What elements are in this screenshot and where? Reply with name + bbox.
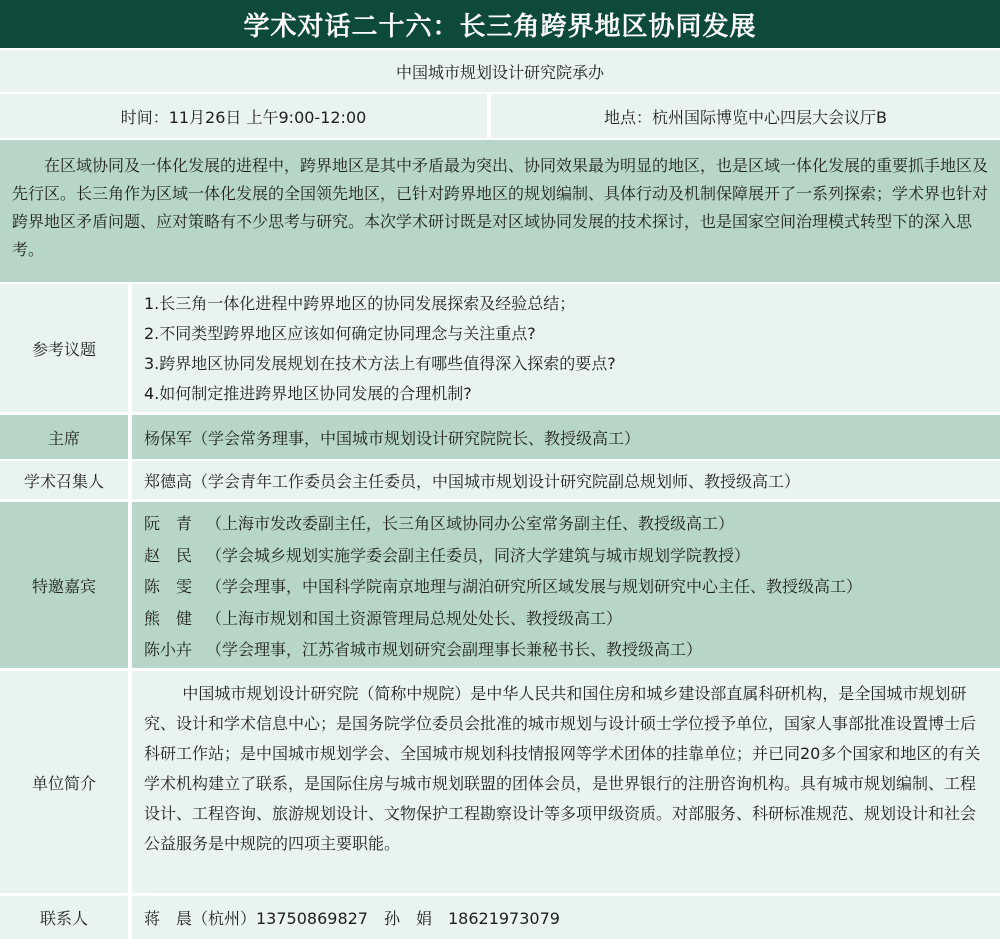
guest-name: 阮 青 <box>144 514 193 533</box>
guest-desc: （学会理事，江苏省城市规划研究会副理事长兼秘书长、教授级高工） <box>206 640 703 659</box>
intro-paragraph: 在区域协同及一体化发展的进程中，跨界地区是其中矛盾最为突出、协同效果最为明显的地区，也是区域一体化发展的重要抓手地区及先行区。长三角作为区域一体化发展的全国领先地区，已针对跨界地区的规划编制、具体行动及机制保障展开了一系列探索；学术界也针对跨界地区矛盾问题、应对策略有不少思考与研究。本次学术研讨既是对区域协同发展的技术探讨，也是国家空间治理模式转型下的深入思考。 <box>0 140 1000 282</box>
guest-desc: （上海市规划和国土资源管理局总规处处长、教授级高工） <box>206 608 623 628</box>
guest-item <box>144 508 990 540</box>
topics-content <box>132 284 1000 412</box>
place-cell: 地点：杭州国际博览中心四层大会议厅B <box>604 107 887 127</box>
topic-item: 3.跨界地区协同发展规划在技术方法上有哪些值得深入探索的要点? <box>144 354 616 373</box>
convener-content: 郑德高（学会青年工作委员会主任委员，中国城市规划设计研究院副总规划师、教授级高工） <box>132 461 1000 499</box>
guest-name: 陈 雯 <box>144 577 193 596</box>
guest-item <box>144 571 990 603</box>
guest-name: 陈小卉 <box>144 640 193 659</box>
contact-label: 联系人 <box>0 896 128 939</box>
time-place-row <box>0 94 1000 138</box>
guest-desc: （上海市发改委副主任，长三角区域协同办公室常务副主任、教授级高工） <box>206 514 735 533</box>
guest-item <box>144 634 990 666</box>
organizer-line: 中国城市规划设计研究院承办 <box>0 50 1000 92</box>
contact-content: 蒋 晨（杭州）13750869827 孙 娟 18621973079 <box>132 896 1000 939</box>
topics-label: 参考议题 <box>0 284 128 412</box>
page-title: 学术对话二十六：长三角跨界地区协同发展 <box>0 0 1000 48</box>
chair-content: 杨保军（学会常务理事，中国城市规划设计研究院院长、教授级高工） <box>132 415 1000 459</box>
topic-item: 2.不同类型跨界地区应该如何确定协同理念与关注重点? <box>144 324 536 343</box>
guest-item <box>144 540 990 572</box>
unit-row <box>0 671 1000 893</box>
guests-content <box>132 502 1000 668</box>
topic-item: 1.长三角一体化进程中跨界地区的协同发展探索及经验总结； <box>144 294 576 313</box>
unit-content: 中国城市规划设计研究院（简称中规院）是中华人民共和国住房和城乡建设部直属科研机构，是全国城市规划研究、设计和学术信息中心；是国务院学位委员会批准的城市规划与设计硕士学位授予单位，国家人事部批准设置博士后科研工作站；是中国城市规划学会、全国城市规划科技情报网等学术团体的挂靠单位；并已同20多个国家和地区的有关学术机构建立了联系，是国际住房与城市规划联盟的团体会员，是世界银行的注册咨询机构。具有城市规划编制、工程设计、工程咨询、旅游规划设计、文物保护工程勘察设计等多项甲级资质。对部服务、科研标准规范、规划设计和社会公益服务是中规院的四项主要职能。 <box>132 671 1000 893</box>
guest-name: 熊 健 <box>144 608 193 628</box>
chair-row <box>0 415 1000 459</box>
time-cell: 时间：11月26日 上午9:00-12:00 <box>120 107 367 127</box>
topics-row <box>0 284 1000 412</box>
guest-desc: （学会城乡规划实施学委会副主任委员，同济大学建筑与城市规划学院教授） <box>206 545 751 565</box>
unit-label: 单位简介 <box>0 671 128 893</box>
guest-item <box>144 603 990 635</box>
guests-label: 特邀嘉宾 <box>0 502 128 668</box>
guest-desc: （学会理事，中国科学院南京地理与湖泊研究所区域发展与规划研究中心主任、教授级高工） <box>206 577 863 596</box>
convener-label: 学术召集人 <box>0 461 128 499</box>
contact-row <box>0 896 1000 939</box>
topic-item: 4.如何制定推进跨界地区协同发展的合理机制? <box>144 384 472 403</box>
guests-row <box>0 502 1000 668</box>
chair-label: 主席 <box>0 415 128 459</box>
guest-name: 赵 民 <box>144 545 193 565</box>
convener-row <box>0 461 1000 499</box>
